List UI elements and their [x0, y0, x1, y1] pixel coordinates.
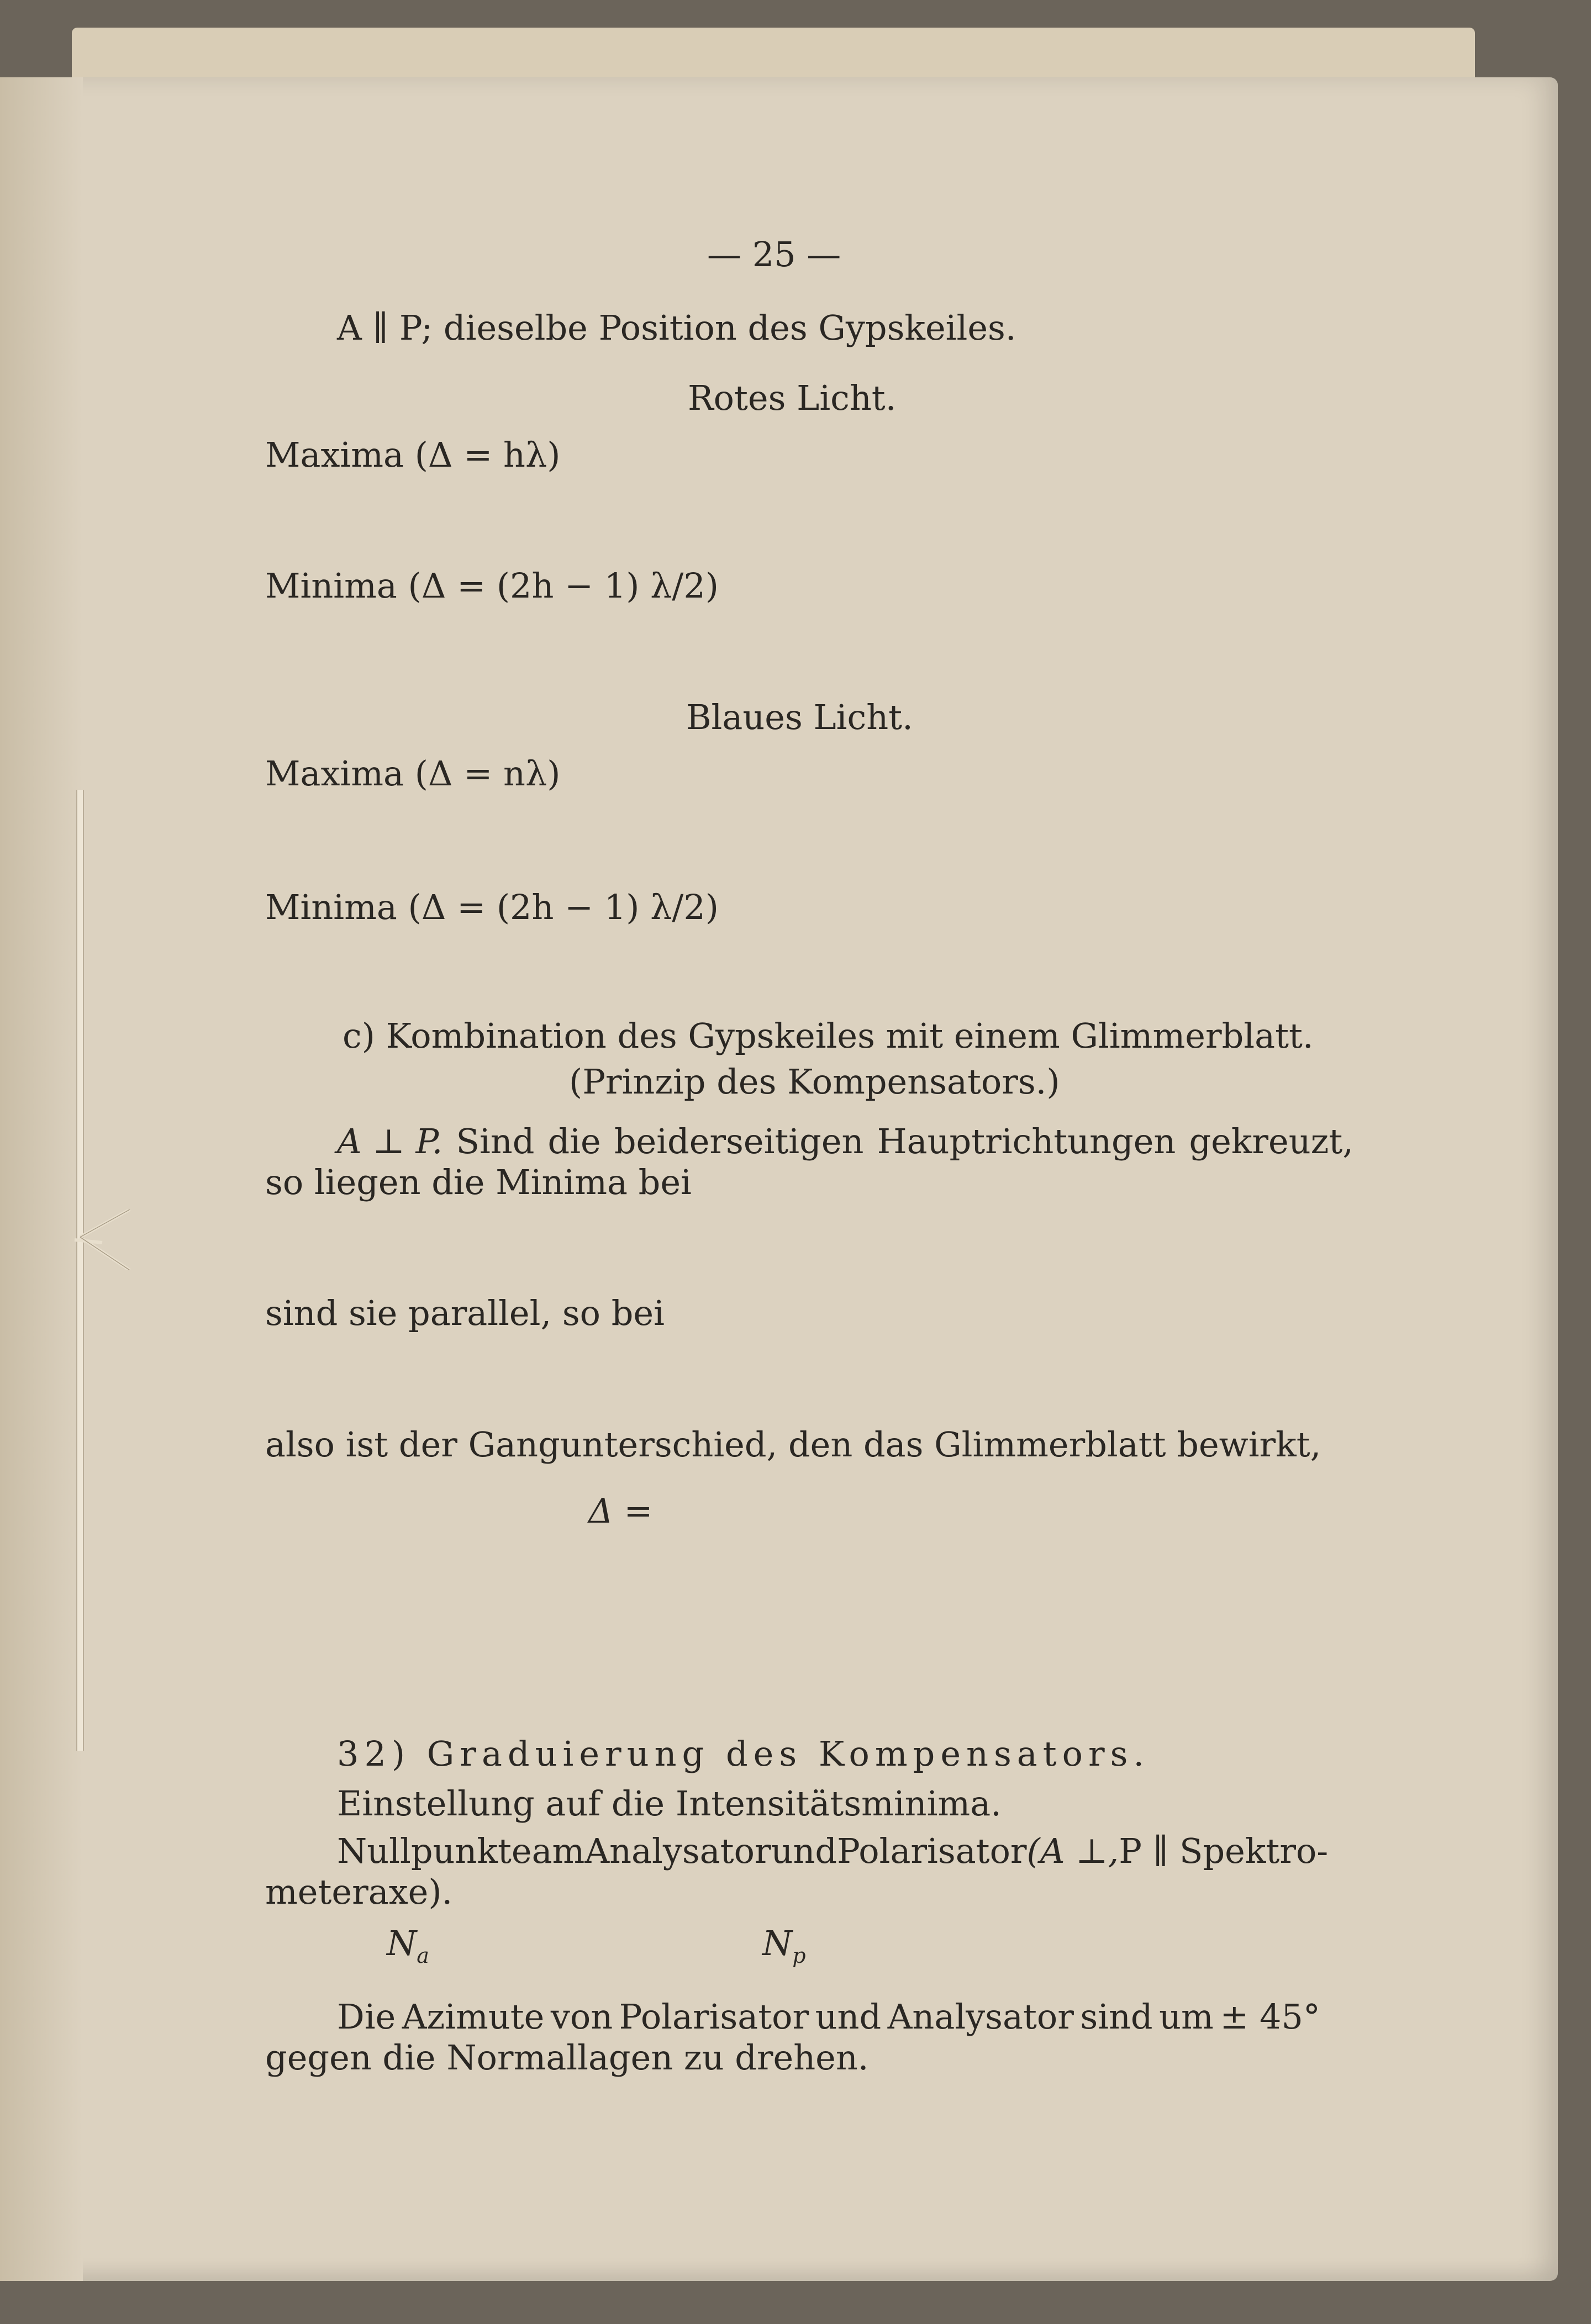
- azimute-word: Analysator: [887, 1996, 1074, 2037]
- azimute-word: und: [815, 1996, 882, 2037]
- azimute-word: von: [550, 1996, 613, 2037]
- delta-equation: Δ =: [588, 1491, 653, 1531]
- page-number: — 25 —: [707, 234, 841, 274]
- nullpunkte-word: Nullpunkte: [337, 1831, 532, 1871]
- section-c-title: c) Kombination des Gypskeiles mit einem Glimmerblatt.: [343, 1016, 1314, 1056]
- crossed-word: Sind: [456, 1121, 535, 1161]
- nullpunkte-line-2: meteraxe).: [265, 1872, 453, 1912]
- azimute-word: um: [1159, 1996, 1214, 2037]
- spine-fold: [0, 77, 83, 2281]
- na-label: [387, 1923, 429, 1968]
- azimute-word: Polarisator: [619, 1996, 809, 2037]
- np-letter: N: [762, 1923, 793, 1963]
- crossed-word: beiderseitigen: [614, 1121, 864, 1161]
- section-32-title-text: 32) Graduierung des Kompensators.: [337, 1734, 1150, 1774]
- nullpunkte-word: am: [531, 1831, 585, 1871]
- na-subscript: a: [417, 1943, 429, 1968]
- minima-line: so liegen die Minima bei: [265, 1162, 692, 1202]
- crossed-word: die: [547, 1121, 601, 1161]
- gang-line: also ist der Gangunterschied, den das Glimmerblatt bewirkt,: [265, 1424, 1321, 1465]
- heading-blue-light: Blaues Licht.: [686, 697, 913, 737]
- azimute-word: ± 45°: [1220, 1996, 1320, 2037]
- azimute-word: Die: [337, 1996, 396, 2037]
- azimute-word: sind: [1080, 1996, 1153, 2037]
- binding-thread: [76, 790, 84, 1751]
- crossed-word: gekreuzt,: [1189, 1121, 1353, 1161]
- nullpunkte-word: P ∥ Spektro-: [1119, 1831, 1329, 1871]
- azimute-word: Azimute: [402, 1996, 545, 2037]
- nullpunkte-word: (A ⊥,: [1026, 1831, 1119, 1871]
- crossed-line: [337, 1121, 1353, 1161]
- nullpunkte-word: Analysator: [584, 1831, 771, 1871]
- nullpunkte-word: Polarisator: [837, 1831, 1027, 1871]
- heading-red-light: Rotes Licht.: [688, 378, 897, 418]
- red-minima: Minima (Δ = (2h − 1) λ/2): [265, 566, 719, 606]
- section-c-subtitle: (Prinzip des Kompensators.): [569, 1061, 1060, 1102]
- crossed-word: A ⊥ P.: [337, 1121, 443, 1161]
- na-letter: N: [387, 1923, 417, 1963]
- nullpunkte-word: und: [771, 1831, 837, 1871]
- azimute-line: [337, 1996, 1320, 2037]
- blue-maxima: Maxima (Δ = nλ): [265, 753, 561, 794]
- position-line: A ∥ P; dieselbe Position des Gypskeiles.: [337, 308, 1016, 348]
- section-32-title: [337, 1734, 1150, 1774]
- einstellung-line: Einstellung auf die Intensitätsminima.: [337, 1783, 1002, 1824]
- np-subscript: p: [792, 1943, 806, 1968]
- nullpunkte-line: [337, 1831, 1329, 1871]
- crossed-word: Hauptrichtungen: [877, 1121, 1176, 1161]
- parallel-line: sind sie parallel, so bei: [265, 1293, 665, 1333]
- blue-minima: Minima (Δ = (2h − 1) λ/2): [265, 887, 719, 927]
- azimute-line-2: gegen die Normallagen zu drehen.: [265, 2037, 869, 2078]
- thread-knot-icon: [69, 1209, 135, 1270]
- red-maxima: Maxima (Δ = hλ): [265, 435, 561, 475]
- np-label: [762, 1923, 806, 1968]
